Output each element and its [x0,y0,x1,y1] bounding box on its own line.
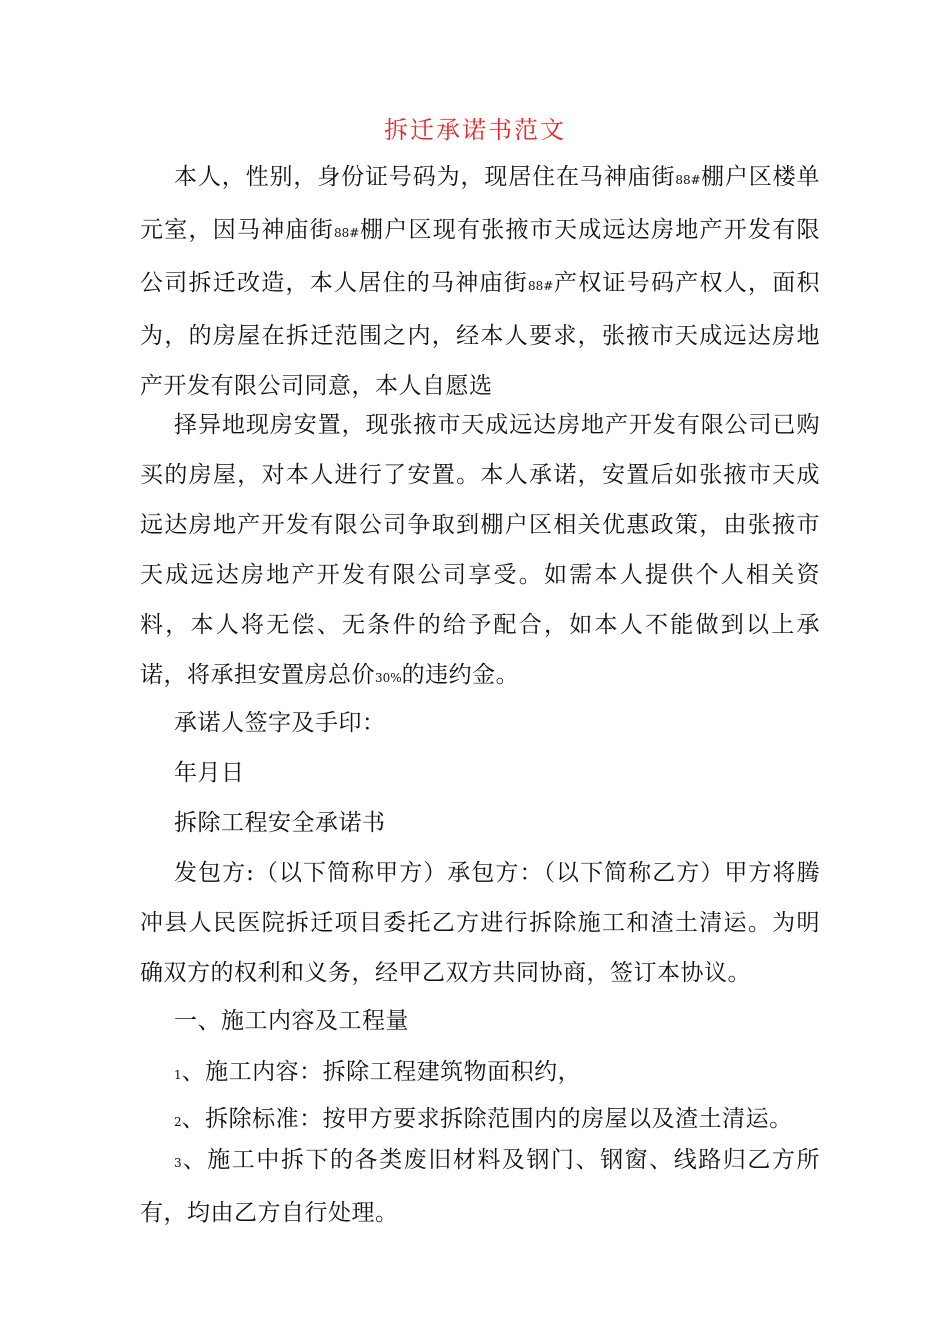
house-number: 88# [675,173,701,187]
text-segment: 本人，性别，身份证号码为，现居住在马神庙街 [174,164,676,190]
text-segment: 棚户区楼单元室，因马神庙街 [140,164,821,243]
item-text: 、拆除标准：按甲方要求拆除范围内的房屋以及渣土清运。 [181,1106,793,1132]
section-heading: 一、施工内容及工程量 [174,1008,409,1034]
text-segment: 择异地现房安置，现张掖市天成远达房地产开发有限公司已购买的房屋，对本人进行了安置。本人承诺，安置后如张掖市天成远达房地产开发有限公司争取到棚户区相关优惠政策，由张掖市天成远达房地产开发有限公司享受。如需本人提供个人相关资料，本人将无偿、无条件的给予配合，如本人不能做到以上承诺，将承担安置房总价 [140,412,820,688]
signature-line: 承诺人签字及手印： [174,710,386,736]
second-document-title: 拆除工程安全承诺书 [174,810,386,836]
date-line: 年月日 [174,760,245,786]
text-segment: 棚户区现有张掖市天成远达房地产开发有限公司拆迁改造，本人居住的马神庙街 [140,217,821,296]
paragraph-resettlement [140,400,820,703]
penalty-percent: 30% [375,671,402,685]
house-number: 88# [527,279,554,293]
house-number: 88# [333,226,360,240]
list-item [140,1135,820,1238]
document-title: 拆迁承诺书范文 [384,116,566,144]
item-number: 2 [174,1115,182,1129]
item-number: 1 [174,1068,182,1082]
item-text: 、施工中拆下的各类废旧材料及钢门、钢窗、线路归乙方所有，均由乙方自行处理。 [140,1147,820,1226]
paragraph-commitment-intro [140,152,820,411]
list-item [140,1047,820,1100]
item-text: 、施工内容：拆除工程建筑物面积约， [181,1059,582,1085]
paragraph-agreement-intro: 发包方:（以下简称甲方）承包方：（以下简称乙方）甲方将腾冲县人民医院拆迁项目委托乙方进行拆除施工和渣土清运。为明确双方的权利和义务，经甲乙双方共同协商，签订本协议。 [140,860,820,986]
text-segment: 产权证号码产权人，面积为，的房屋在拆迁范围之内，经本人要求，张掖市天成远达房地产开发有限公司同意，本人自愿选 [140,270,821,399]
text-segment: 的违约金。 [401,662,520,688]
item-number: 3 [174,1156,182,1170]
